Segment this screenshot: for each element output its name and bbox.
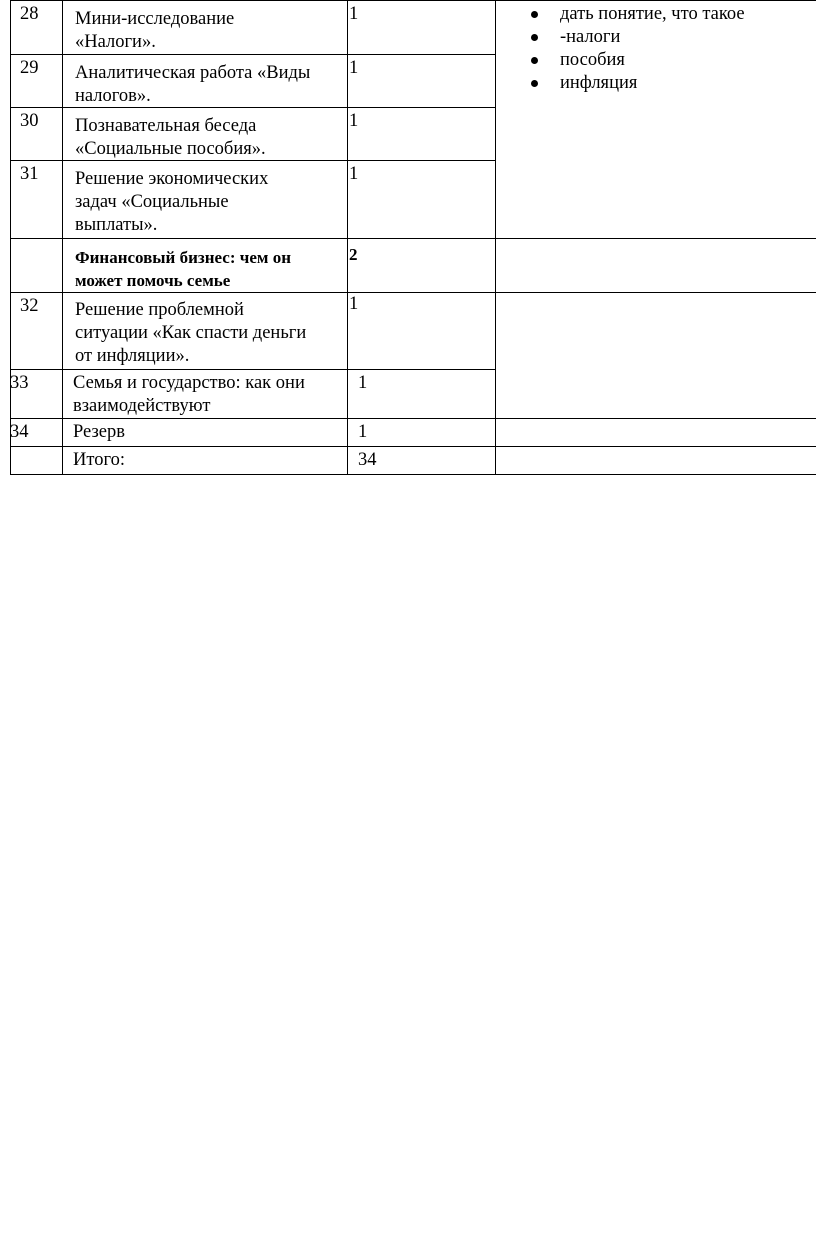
column-border xyxy=(495,0,496,475)
notes-item-text: инфляция xyxy=(560,73,638,93)
row-hours: 1 xyxy=(349,164,359,184)
total-hours: 34 xyxy=(358,450,377,470)
column-border xyxy=(10,0,11,475)
row-topic-line: Семья и государство: как они xyxy=(73,373,305,393)
row-number: 30 xyxy=(20,111,39,131)
row-border xyxy=(10,292,816,293)
column-border xyxy=(347,0,348,475)
notes-bullet-list xyxy=(528,3,745,95)
row-topic-line: Решение проблемной xyxy=(75,300,244,320)
row-topic-line: ситуации «Как спасти деньги xyxy=(75,323,307,343)
row-number: 29 xyxy=(20,58,39,78)
row-number: 33 xyxy=(10,373,29,393)
row-number: 34 xyxy=(10,422,29,442)
row-border xyxy=(10,0,816,1)
row-hours: 1 xyxy=(349,111,359,131)
row-border xyxy=(10,54,496,55)
total-label: Итого: xyxy=(73,450,125,470)
section-hours: 2 xyxy=(349,245,358,264)
row-topic-line: от инфляции». xyxy=(75,346,190,366)
row-border xyxy=(10,474,816,475)
row-topic-line: Познавательная беседа xyxy=(75,116,257,136)
row-hours: 1 xyxy=(349,294,359,314)
notes-item xyxy=(528,72,745,95)
row-topic-line: задач «Социальные xyxy=(75,192,229,212)
row-topic-line: налогов». xyxy=(75,86,151,106)
notes-item xyxy=(528,26,745,49)
row-topic-line: «Социальные пособия». xyxy=(75,139,266,159)
bullet-icon xyxy=(531,57,538,64)
row-number: 32 xyxy=(20,296,39,316)
row-topic-line: взаимодействуют xyxy=(73,396,211,416)
section-title-line: может помочь семье xyxy=(75,271,231,290)
notes-item xyxy=(528,49,745,72)
row-hours: 1 xyxy=(349,4,359,24)
row-border xyxy=(10,369,496,370)
column-border xyxy=(62,0,63,475)
row-number: 28 xyxy=(20,4,39,24)
bullet-icon xyxy=(531,11,538,18)
row-topic-line: Аналитическая работа «Виды xyxy=(75,63,311,83)
row-topic-line: Резерв xyxy=(73,422,125,442)
row-border xyxy=(10,446,816,447)
row-number: 31 xyxy=(20,164,39,184)
row-topic-line: Решение экономических xyxy=(75,169,269,189)
row-border xyxy=(10,238,816,239)
section-title-line: Финансовый бизнес: чем он xyxy=(75,248,291,267)
row-topic-line: «Налоги». xyxy=(75,32,156,52)
notes-item-text: пособия xyxy=(560,50,625,70)
bullet-icon xyxy=(531,80,538,87)
row-hours: 1 xyxy=(349,58,359,78)
notes-item xyxy=(528,3,745,26)
row-hours: 1 xyxy=(358,373,368,393)
row-hours: 1 xyxy=(358,422,368,442)
notes-item-text: дать понятие, что такое xyxy=(560,4,745,24)
row-topic-line: выплаты». xyxy=(75,215,158,235)
notes-item-text: -налоги xyxy=(560,27,621,47)
row-border xyxy=(10,418,816,419)
row-topic-line: Мини-исследование xyxy=(75,9,235,29)
bullet-icon xyxy=(531,34,538,41)
